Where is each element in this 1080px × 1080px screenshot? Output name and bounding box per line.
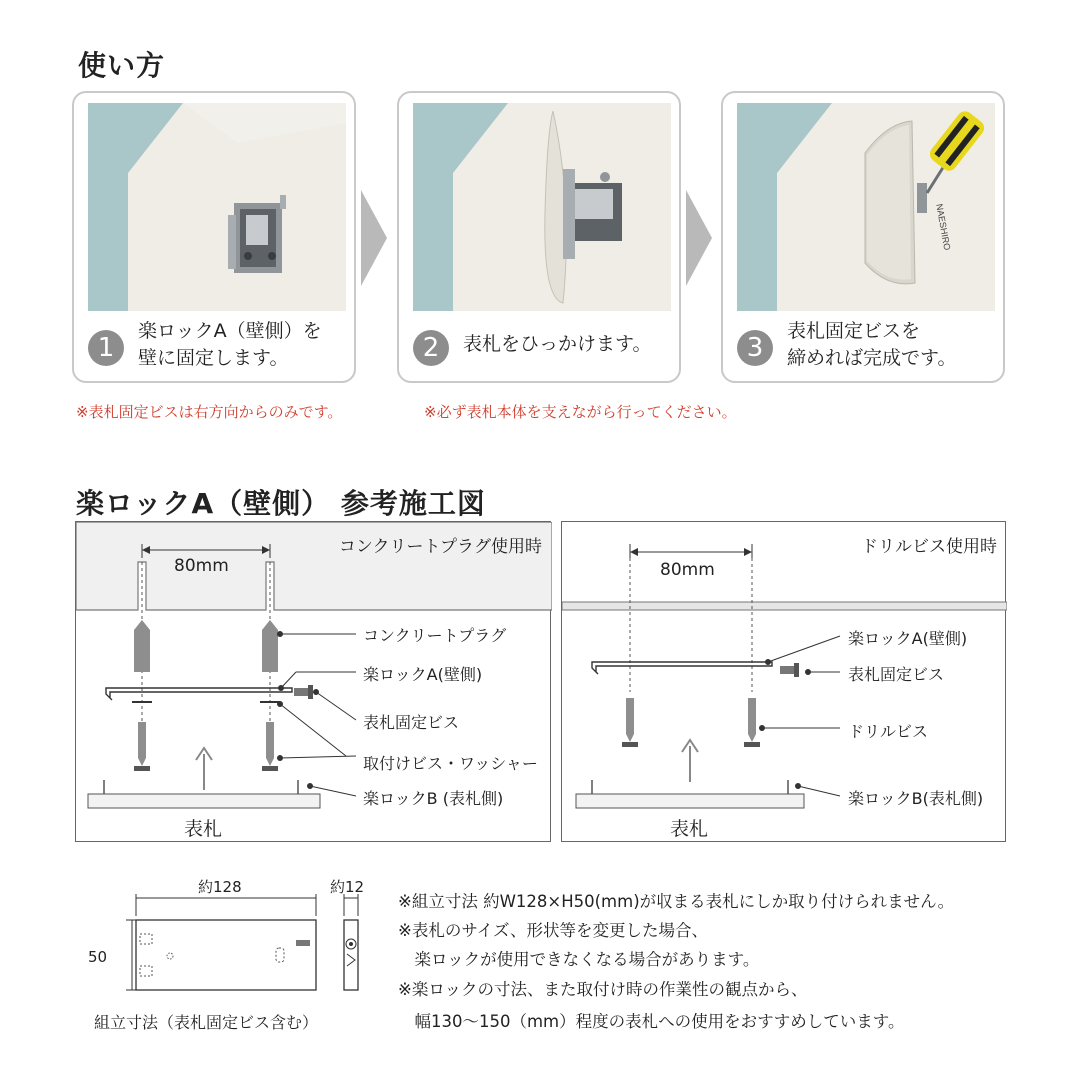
step-arrow-2 (686, 190, 712, 286)
label-nameplate-right: 表札 (670, 818, 709, 840)
dimension-drawing (106, 890, 376, 1000)
wall-bracket-icon (228, 195, 286, 273)
step-number-2: 2 (413, 330, 449, 366)
diagram-right-title: ドリルビス使用時 (861, 537, 997, 557)
label-fixing-screw: 表札固定ビス (363, 713, 460, 732)
diagram-drill-screw (561, 521, 1006, 842)
step-number-1: 1 (88, 330, 124, 366)
step-3-photo (737, 103, 995, 311)
diagram-left-dimension: 80mm (174, 556, 229, 576)
step-card-3 (721, 91, 1005, 383)
step-2-photo (413, 103, 671, 311)
dimension-caption: 組立寸法（表札固定ビス含む） (94, 1013, 319, 1032)
diagram-left-title: コンクリートプラグ使用時 (338, 537, 542, 557)
label-screw-washer: 取付けビス・ワッシャー (363, 754, 538, 773)
drill-screw-left (626, 698, 634, 742)
plug-right (262, 620, 278, 672)
fixing-screw (294, 688, 308, 696)
usage-note-2: ※必ず表札本体を支えながら行ってください。 (424, 403, 737, 421)
note-4: ※楽ロックの寸法、また取付け時の作業性の観点から、 (398, 980, 808, 999)
step-card-1 (72, 91, 356, 383)
reference-heading: 楽ロックA（壁側） 参考施工図 (76, 487, 486, 520)
label-bracket-b-right: 楽ロックB(表札側) (848, 789, 984, 808)
screw-left (138, 722, 146, 766)
usage-note-1: ※表札固定ビスは右方向からのみです。 (76, 403, 343, 421)
step-text-1: 楽ロックA（壁側）を 壁に固定します。 (138, 320, 322, 369)
drill-screw-right (748, 698, 756, 742)
note-2: ※表札のサイズ、形状等を変更した場合、 (398, 921, 709, 940)
step-arrow-1 (361, 190, 387, 286)
label-bracket-b: 楽ロックB (表札側) (363, 789, 504, 808)
bracket-a (106, 688, 292, 700)
label-bracket-a: 楽ロックA(壁側) (363, 665, 483, 684)
label-concrete-plug: コンクリートプラグ (363, 626, 507, 645)
label-nameplate: 表札 (184, 818, 223, 840)
usage-heading: 使い方 (78, 49, 166, 82)
label-drill-screw: ドリルビス (848, 722, 929, 741)
diagram-concrete-plug (75, 521, 551, 842)
note-5: 幅130〜150（mm）程度の表札への使用をおすすめしています。 (398, 1012, 905, 1031)
step-card-2 (397, 91, 681, 383)
step-1-photo (88, 103, 346, 311)
step-text-3: 表札固定ビスを 締めれば完成です。 (787, 320, 957, 369)
brand-text: NAESHIRO (934, 202, 953, 251)
step-number-3: 3 (737, 330, 773, 366)
label-fixing-screw-right: 表札固定ビス (848, 665, 945, 684)
width-label: 約128 (198, 878, 242, 896)
screw-right (266, 722, 274, 766)
step-text-2: 表札をひっかけます。 (463, 333, 652, 355)
plug-left (134, 620, 150, 672)
note-3: 楽ロックが使用できなくなる場合があります。 (398, 950, 760, 969)
diagram-right-dimension: 80mm (660, 560, 715, 580)
label-bracket-a-right: 楽ロックA(壁側) (848, 629, 968, 648)
note-1: ※組立寸法 約W128×H50(mm)が収まる表札にしか取り付けられません。 (398, 892, 955, 911)
depth-label: 約12 (330, 878, 365, 896)
height-label: 50 (88, 948, 108, 966)
